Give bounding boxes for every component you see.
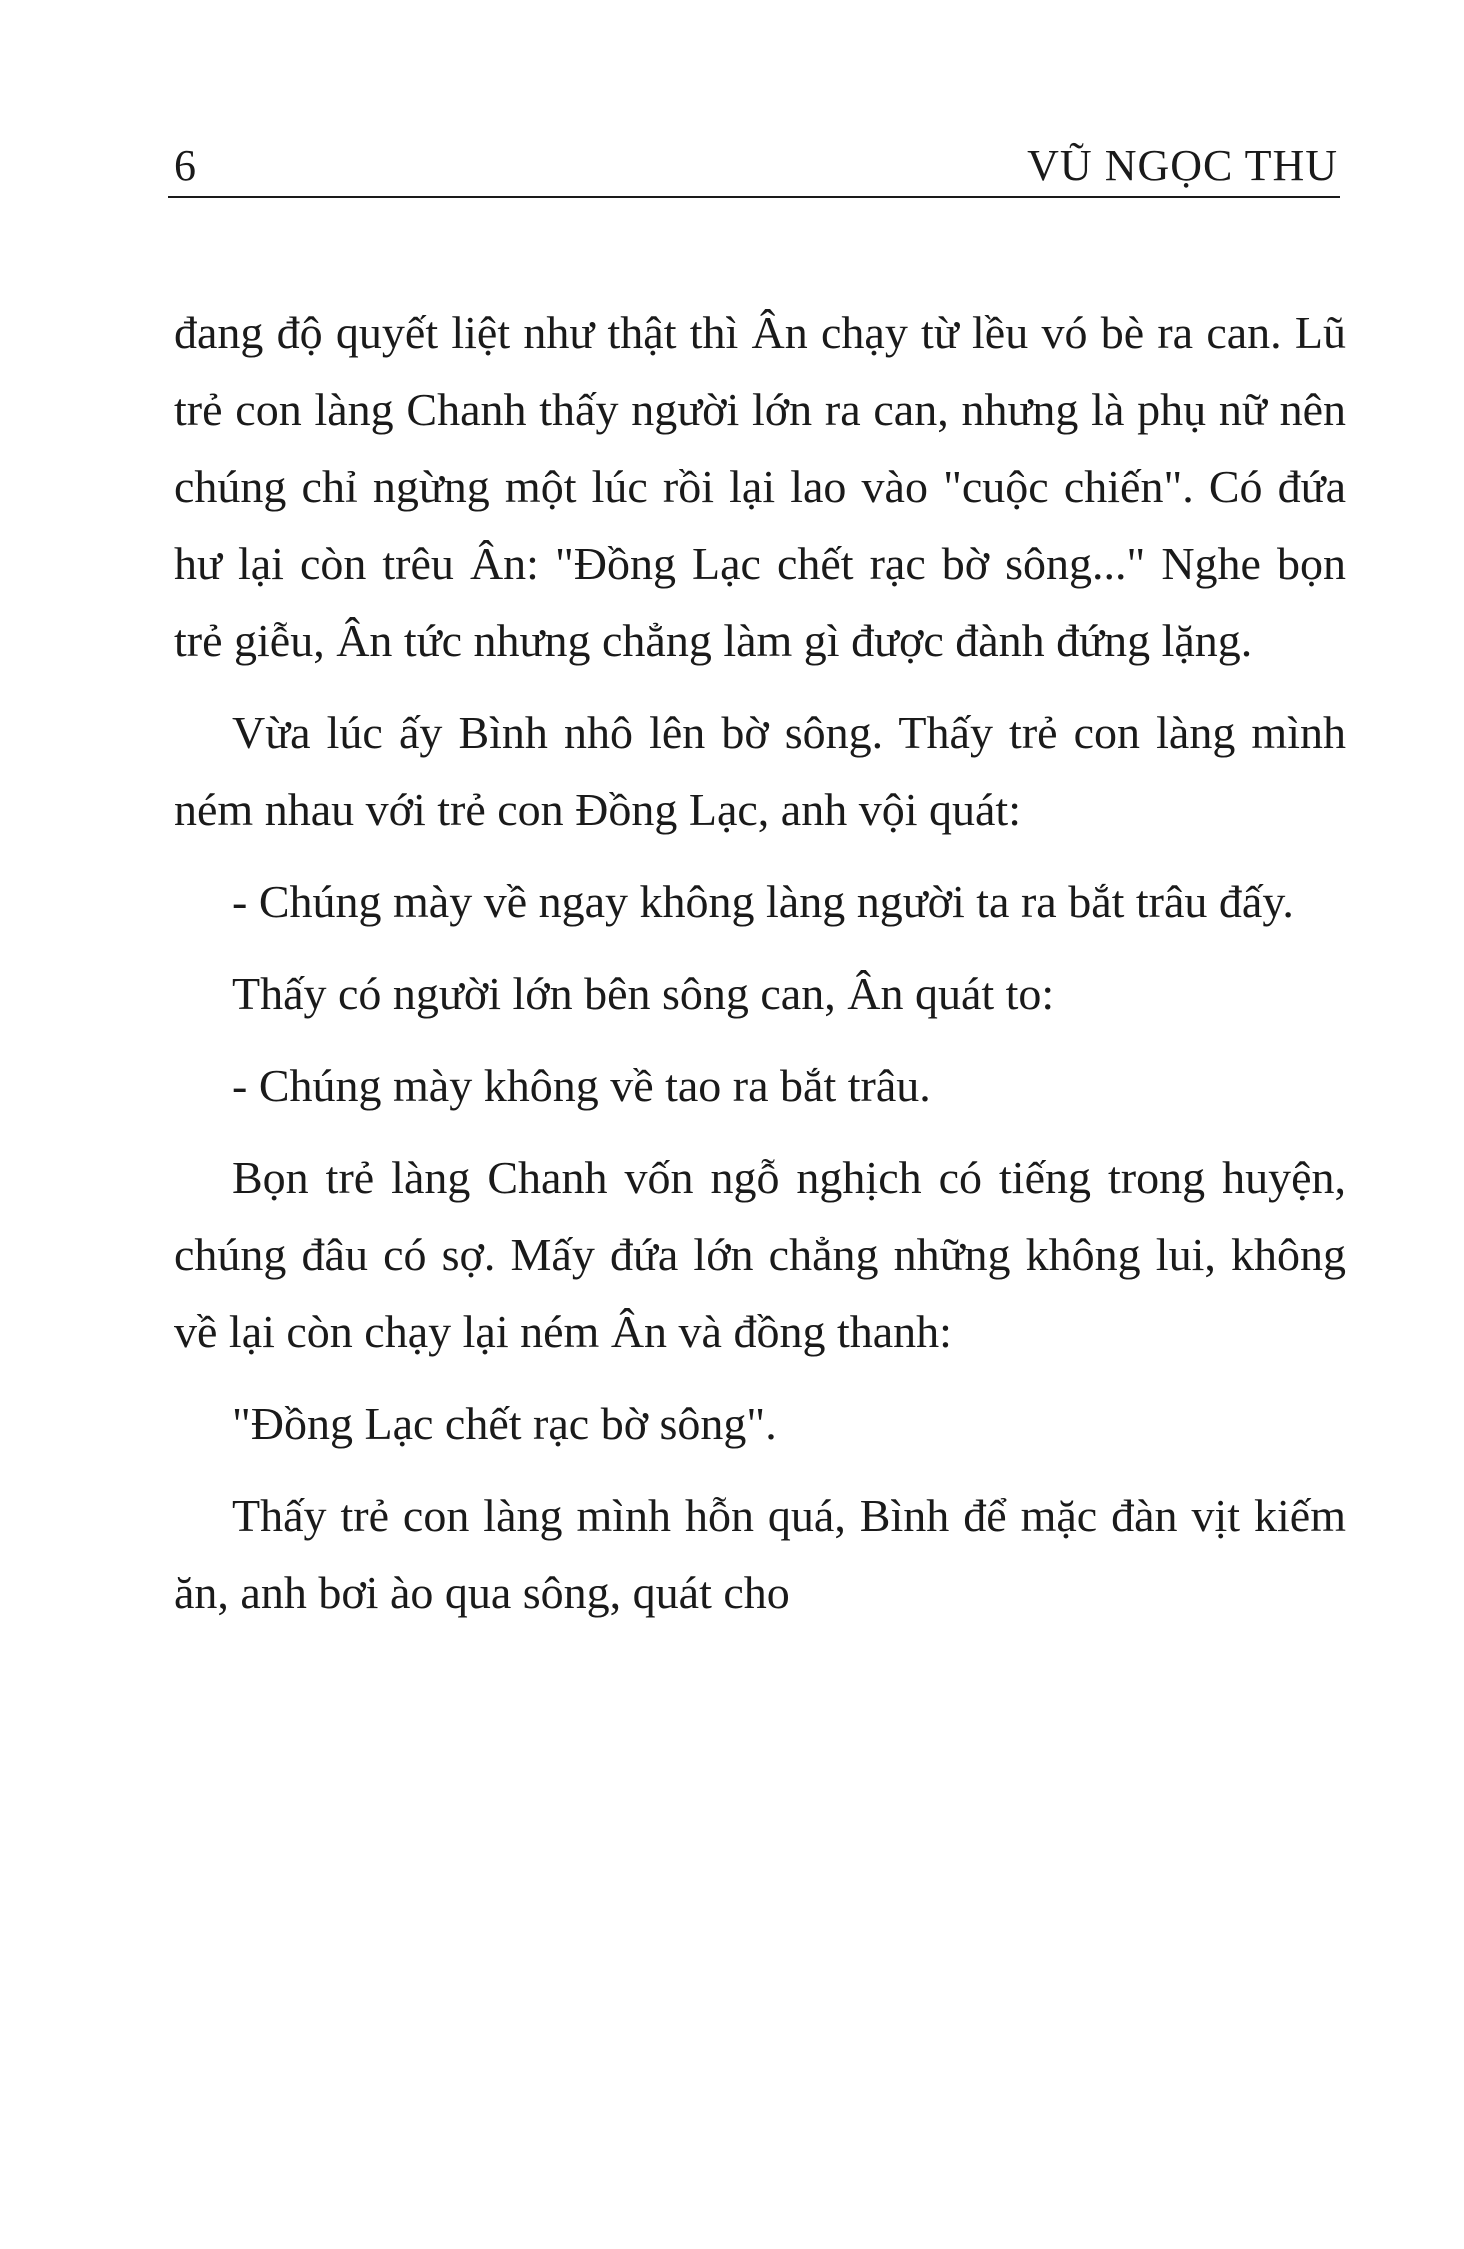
page-number: 6: [174, 141, 196, 190]
quoted-line: "Đồng Lạc chết rạc bờ sông".: [232, 1398, 777, 1449]
author-name: VŨ NGỌC THU: [1027, 141, 1338, 190]
dialogue-line: - Chúng mày về ngay không làng người ta ra bắt trâu đấy.: [232, 876, 1294, 927]
dialogue-line: - Chúng mày không về tao ra bắt trâu.: [232, 1060, 931, 1111]
paragraph: Vừa lúc ấy Bình nhô lên bờ sông. Thấy trẻ con làng mình ném nhau với trẻ con Đồng Lạc, anh vội quát:: [174, 707, 1346, 835]
running-head: [168, 136, 1340, 196]
paragraph: Thấy trẻ con làng mình hỗn quá, Bình để mặc đàn vịt kiếm ăn, anh bơi ào qua sông, quát cho: [174, 1490, 1346, 1618]
paragraph: Bọn trẻ làng Chanh vốn ngỗ nghịch có tiếng trong huyện, chúng đâu có sợ. Mấy đứa lớn chẳng những không lui, không về lại còn chạy lại ném Ân và đồng thanh:: [174, 1152, 1346, 1357]
header-divider: [168, 196, 1340, 198]
paragraph: Thấy có người lớn bên sông can, Ân quát to:: [232, 968, 1055, 1019]
body-text: [174, 294, 1346, 1631]
paragraph-continued: đang độ quyết liệt như thật thì Ân chạy từ lều vó bè ra can. Lũ trẻ con làng Chanh thấy người lớn ra can, nhưng là phụ nữ nên chúng chỉ ngừng một lúc rồi lại lao vào "cuộc chiến". Có đứa hư lại còn trêu Ân: "Đồng Lạc chết rạc bờ sông..." Nghe bọn trẻ giễu, Ân tức nhưng chẳng làm gì được đành đứng lặng.: [174, 307, 1346, 666]
